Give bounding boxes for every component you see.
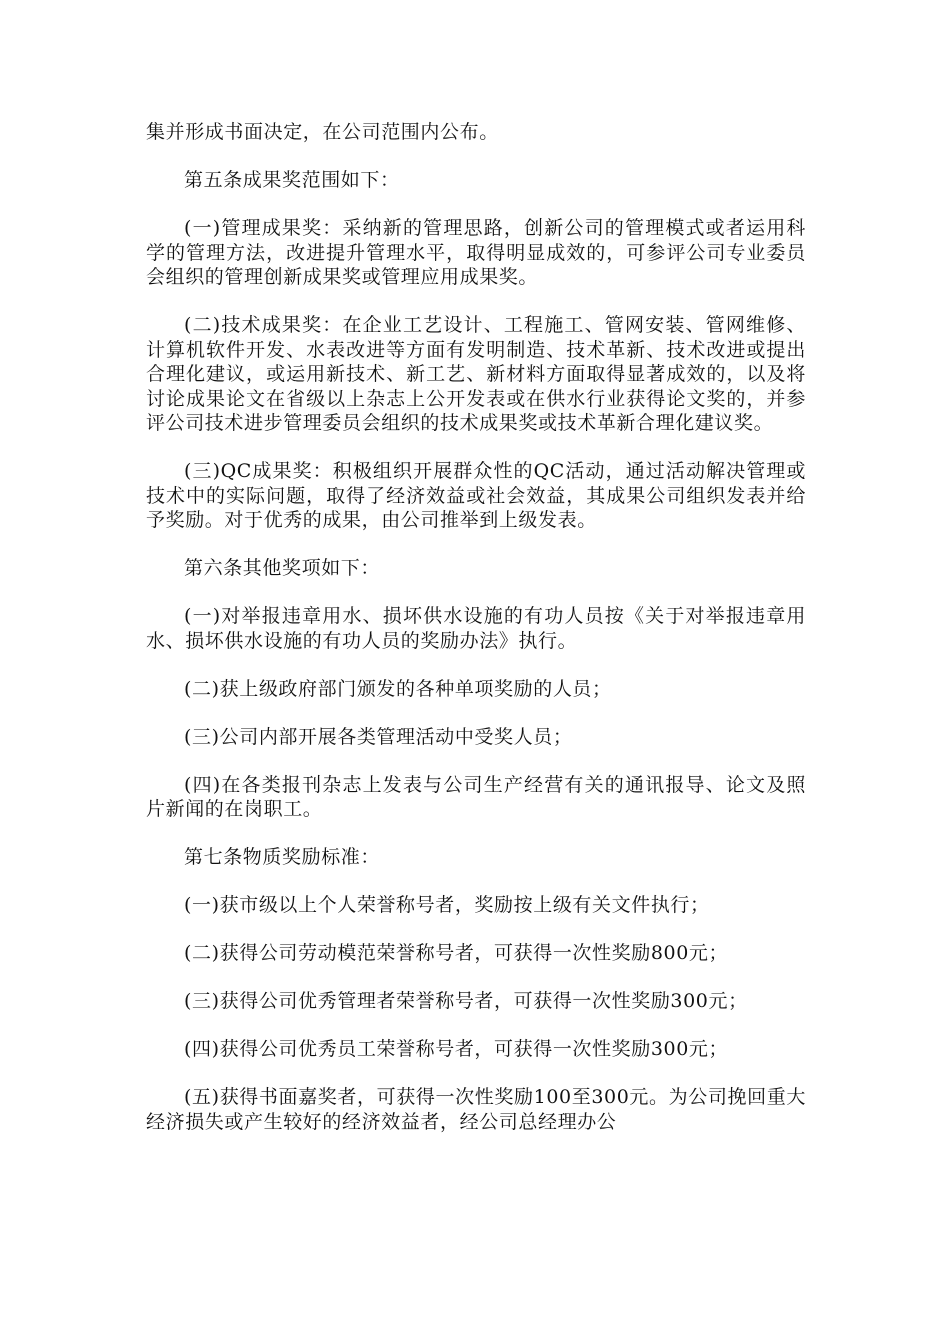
paragraph-other-award-4: (四)在各类报刊杂志上发表与公司生产经营有关的通讯报导、论文及照片新闻的在岗职工。 (146, 773, 806, 820)
paragraph-technical-award: (二)技术成果奖：在企业工艺设计、工程施工、管网安装、管网维修、计算机软件开发、水表改进等方面有发明制造、技术革新、技术改进或提出合理化建议，或运用新技术、新工艺、新材料方面取得显著成效的，以及将讨论成果论文在省级以上杂志上公开发表或在供水行业获得论文奖的，并参评公司技术进步管理委员会组织的技术成果奖或技术革新合理化建议奖。 (146, 314, 806, 434)
paragraph-qc-award: (三)QC成果奖：积极组织开展群众性的QC活动，通过活动解决管理或技术中的实际问题，取得了经济效益或社会效益，其成果公司组织发表并给予奖励。对于优秀的成果，由公司推举到上级发表。 (146, 460, 806, 531)
paragraph-reward-3: (三)获得公司优秀管理者荣誉称号者，可获得一次性奖励300元； (184, 990, 748, 1012)
paragraph-reward-5: (五)获得书面嘉奖者，可获得一次性奖励100至300元。为公司挽回重大经济损失或产生较好的经济效益者，经公司总经理办公 (146, 1086, 806, 1133)
document-body (146, 120, 806, 1158)
paragraph-other-award-1: (一)对举报违章用水、损坏供水设施的有功人员按《关于对举报违章用水、损坏供水设施的有功人员的奖励办法》执行。 (146, 605, 806, 652)
paragraph-article-5-heading: 第五条成果奖范围如下： (184, 169, 400, 191)
paragraph-reward-1: (一)获市级以上个人荣誉称号者，奖励按上级有关文件执行； (184, 894, 710, 916)
paragraph-article-7-heading: 第七条物质奖励标准： (184, 846, 381, 868)
paragraph-other-award-3: (三)公司内部开展各类管理活动中受奖人员； (184, 725, 573, 748)
paragraph-article-6-heading: 第六条其他奖项如下： (184, 557, 381, 579)
paragraph-reward-4: (四)获得公司优秀员工荣誉称号者，可获得一次性奖励300元； (184, 1038, 729, 1060)
paragraph-1: 集并形成书面决定，在公司范围内公布。 (146, 121, 499, 143)
paragraph-reward-2: (二)获得公司劳动模范荣誉称号者，可获得一次性奖励800元； (184, 942, 729, 964)
paragraph-management-award: (一)管理成果奖：采纳新的管理思路，创新公司的管理模式或者运用科学的管理方法，改进提升管理水平，取得明显成效的，可参评公司专业委员会组织的管理创新成果奖或管理应用成果奖。 (146, 217, 806, 288)
paragraph-other-award-2: (二)获上级政府部门颁发的各种单项奖励的人员； (184, 677, 612, 700)
